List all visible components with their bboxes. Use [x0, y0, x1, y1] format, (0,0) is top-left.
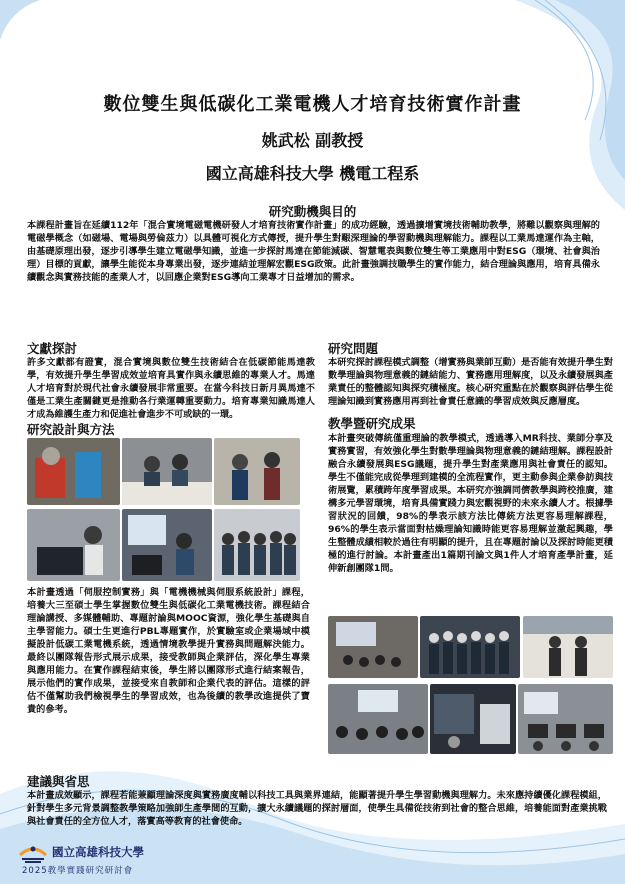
design-body: 本計畫透過「伺服控制實務」與「電機機械與伺服系統設計」課程，培養大三至碩士學生掌握數位雙生與低碳化工業電機技術。課程結合理論講授、多媒體輔助、專題討論與MOOC資源，強化學生基礎與自主學習能力。碩士生更進行PBL專題實作，於實驗室或企業場域中模擬設計低碳工業電機系統，透過情境教學提升實務與問題解決能力。最終以團隊報告形式展示成果，接受教師與企業評估，深化學生專業與應用能力。在實作課程結束後，學生將以團隊形式進行結案報告，展示他們的實作成果，並接受來自教師和企業代表的評估。這樣的評估不僅幫助我們檢視學生的學習成效，也為後續的教學改進提供了寶貴的參考。 — [27, 587, 310, 715]
poster-title: 數位雙生與低碳化工業電機人才培育技術實作計畫 — [103, 94, 522, 115]
motivation-body: 本課程計畫旨在延續112年「混合實境電磁電機研發人才培育技術實作計畫」的成功經驗，透過擴增實境技術輔助教學，將難以觀察與理解的電磁學概念（如磁場、電場與勞倫茲力）以具體可視化方式傳授，提升學生對艱深理論的學習動機與理解能力。課程以工業馬達運作為主軸，由基礎原理出發，逐步引導學生建立電磁學知識，並進一步探討馬達在節能減碳、智慧電表與數位雙生等工業應用中對ESG（環境、社會與治理）目標的貢獻，讓學生能從本身專業出發，逐步連結並理解宏觀ESG政策。此計畫強調技職學生的實作能力，結合理論與應用，培育具備永續觀念與實務技能的產業人才，以回應企業對ESG導向工業專才日益增加的需求。 — [27, 220, 600, 283]
literature-body: 許多文獻都有證實，混合實境與數位雙生技術結合在低碳節能馬達教學，有效提升學生學習成效並培育具實作與永續思維的專業人才。馬達人才培育對於現代社會永續發展非常重要。在當今科技日新月異馬達不僅是工業生產關鍵更是推動各行業運轉重要動力。培育專業知識馬達人才成為維護生產力和促進社會進步不可或缺的一環。 — [27, 357, 315, 420]
reflection-heading: 建議與省思 — [27, 774, 90, 789]
photo-classroom-screen — [122, 509, 212, 581]
footer-university-name: 國立高雄科技大學 — [52, 845, 144, 859]
university-logo — [18, 841, 48, 863]
results-heading: 教學暨研究成果 — [328, 416, 416, 431]
photo-award-ceremony — [523, 616, 613, 678]
photo-group-picture — [214, 509, 300, 581]
footer-event-name: 2025教學實踐研究研討會 — [22, 866, 134, 876]
photo-lecture-room — [328, 684, 428, 754]
author-name: 姚武松 副教授 — [261, 131, 364, 150]
problem-body: 本研究探討課程模式調整（增實務與業師互動）是否能有效提升學生對數學理論與物理意義的鏈結能力、實務應用理解度，以及永續發展與產業責任的整體認知與探究積極度。核心研究重點在於觀察與評估學生從理論知識到實務應用再到社會責任意識的學習成效與反應層度。 — [328, 357, 613, 407]
motivation-heading: 研究動機與目的 — [268, 204, 357, 219]
literature-heading: 文獻探討 — [27, 341, 78, 356]
corner-decoration — [0, 0, 40, 40]
photo-team-group — [420, 616, 520, 678]
photo-mr-headset-demo — [214, 438, 300, 505]
photo-lab-students — [122, 438, 212, 505]
reflection-body: 本計畫成效顯示，課程若能兼顧理論深度與實務廣度輔以科技工具與業界連結，能顯著提升學生學習動機與理解力。未來應持續優化課程模組，針對學生多元背景調整教學策略加強師生產學間的互動，擴大永續議題的探討層面，使學生具備從技術到社會的整合思維，培養能面對產業挑戰與社會責任的全方位人才，落實高等教育的社會使命。 — [27, 790, 607, 827]
photo-laptop-student — [27, 509, 120, 581]
affiliation: 國立高雄科技大學 機電工程系 — [205, 164, 420, 183]
results-body: 本計畫突破傳統僅重理論的教學模式，透過導入MR科技、業師分享及實務實習，有效強化學生對數學理論與物理意義的鏈結理解。課程設計融合永續發展與ESG議題，提升學生對產業應用與社會責任的認知。學生不僅能完成從學理到建模的全流程實作，更主動參與企業參訪與技術展覽，累積跨年度學習成果。本研究亦強調同儕教學與跨校推廣，建構多元學習環境，培育具備實踐力與宏觀視野的未來永續人才。根據學習狀況的回饋，98%的學表示該方法比傳統方法更容易理解課程，96%的學生表示當面對枯燥理論知識時能更容易理解並激起興趣，學生整體成績相較於過往有明顯的提升，且在專題討論以及探討時能更積極的進行討論。本計畫產出1篇期刊論文與1件人才培育產學計畫，延伸新創團隊1問。 — [328, 433, 613, 574]
design-heading: 研究設計與方法 — [27, 422, 115, 437]
photo-computer-lab — [518, 684, 613, 754]
problem-heading: 研究問題 — [328, 341, 379, 356]
photo-motor-prototypes — [27, 438, 120, 505]
photo-booth-exhibition — [430, 684, 516, 754]
photo-presentation-hall — [328, 616, 418, 678]
